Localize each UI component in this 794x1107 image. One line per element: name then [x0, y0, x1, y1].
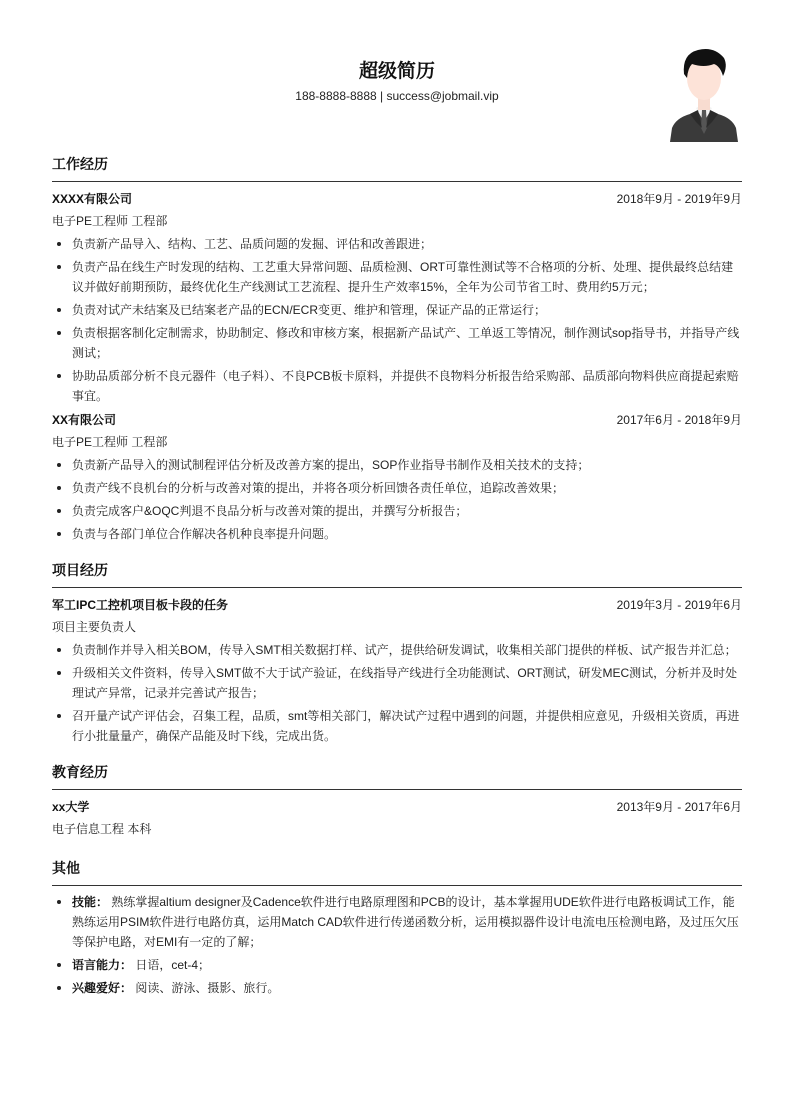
list-item: 负责完成客户&OQC判退不良品分析与改善对策的提出，并撰写分析报告； [52, 501, 742, 521]
item-key: 技能： [72, 895, 109, 909]
list-item: 负责根据客制化定制需求，协助制定、修改和审核方案，根据新产品试产、工单返工等情况，制作测试sop指导书，并指导产线测试； [52, 323, 742, 363]
entry-role: 电子PE工程师 工程部 [52, 214, 168, 228]
list-item: 召开量产试产评估会，召集工程，品质，smt等相关部门，解决试产过程中遇到的问题，并提供相应意见，升级相关资质，再进行小批量量产，确保产品能及时下线，完成出货。 [52, 706, 742, 746]
list-item: 负责新产品导入的测试制程评估分析及改善方案的提出，SOP作业指导书制作及相关技术的支持； [52, 455, 742, 475]
entry-role: 电子信息工程 本科 [52, 822, 152, 836]
entry-role: 电子PE工程师 工程部 [52, 435, 168, 449]
entry-org: xx大学 [52, 800, 90, 814]
entry-org: XXXX有限公司 [52, 192, 133, 206]
section-title-other: 其他 [52, 858, 742, 886]
item-value: 日语，cet-4； [135, 958, 211, 972]
entry-org: XX有限公司 [52, 413, 117, 427]
list-item [52, 955, 742, 975]
section-education [52, 762, 742, 840]
resume-header [52, 0, 742, 148]
entry-date: 2013年9月 - 2017年6月 [616, 800, 742, 814]
project-entry [52, 594, 742, 746]
list-item: 负责新产品导入、结构、工艺、品质问题的发掘、评估和改善跟进； [52, 234, 742, 254]
user-avatar-icon [668, 44, 740, 142]
list-item: 负责制作并导入相关BOM，传导入SMT相关数据打样、试产，提供给研发调试，收集相关部门提供的样板、试产报告并汇总； [52, 640, 742, 660]
item-key: 语言能力： [72, 958, 133, 972]
section-title-project: 项目经历 [52, 560, 742, 588]
list-item: 负责产线不良机台的分析与改善对策的提出，并将各项分析回馈各责任单位，追踪改善效果； [52, 478, 742, 498]
education-entry [52, 796, 742, 840]
entry-date: 2017年6月 - 2018年9月 [616, 413, 742, 427]
list-item [52, 978, 742, 998]
entry-org: 军工IPC工控机项目板卡段的任务 [52, 598, 229, 612]
list-item: 负责与各部门单位合作解决各机种良率提升问题。 [52, 524, 742, 544]
resume-page [52, 0, 742, 1001]
list-item: 升级相关文件资料，传导入SMT做不大于试产验证，在线指导产线进行全功能测试、ORT测试，研发MEC测试，分析并及时处理试产异常，记录并完善试产报告； [52, 663, 742, 703]
list-item [52, 892, 742, 952]
entry-date: 2019年3月 - 2019年6月 [616, 598, 742, 612]
section-title-education: 教育经历 [52, 762, 742, 790]
list-item: 负责对试产未结案及已结案老产品的ECN/ECR变更、维护和管理，保证产品的正常运行； [52, 300, 742, 320]
section-title-work: 工作经历 [52, 154, 742, 182]
resume-name: 超级简历 [358, 61, 435, 82]
work-entry [52, 409, 742, 544]
entry-date: 2018年9月 - 2019年9月 [616, 192, 742, 206]
list-item: 负责产品在线生产时发现的结构、工艺重大异常问题、品质检测、ORT可靠性测试等不合格项的分析、处理、提供最终总结建议并做好前期预防，最终优化生产线测试工艺流程、提升生产效率15%，全年为公司节省工时、费用约5万元； [52, 257, 742, 297]
work-entry [52, 188, 742, 406]
item-value: 阅读、游泳、摄影、旅行。 [135, 981, 280, 995]
section-project [52, 560, 742, 746]
section-work [52, 154, 742, 544]
contact-info: 188-8888-8888 | success@jobmail.vip [295, 89, 499, 103]
item-key: 兴趣爱好： [72, 981, 133, 995]
item-value: 熟练掌握altium designer及Cadence软件进行电路原理图和PCB的设计，基本掌握用UDE软件进行电路板调试工作，能熟练运用PSIM软件进行电路仿真，运用Match CAD软件进行传递函数分析，运用模拟器件设计电流电压检测电路，及过压欠压等保护电路，对EMI有一定的了解； [72, 895, 739, 949]
list-item: 协助品质部分析不良元器件（电子料）、不良PCB板卡原料，并提供不良物料分析报告给采购部、品质部向物料供应商提起索赔事宜。 [52, 366, 742, 406]
entry-role: 项目主要负责人 [52, 620, 137, 634]
section-other [52, 858, 742, 998]
